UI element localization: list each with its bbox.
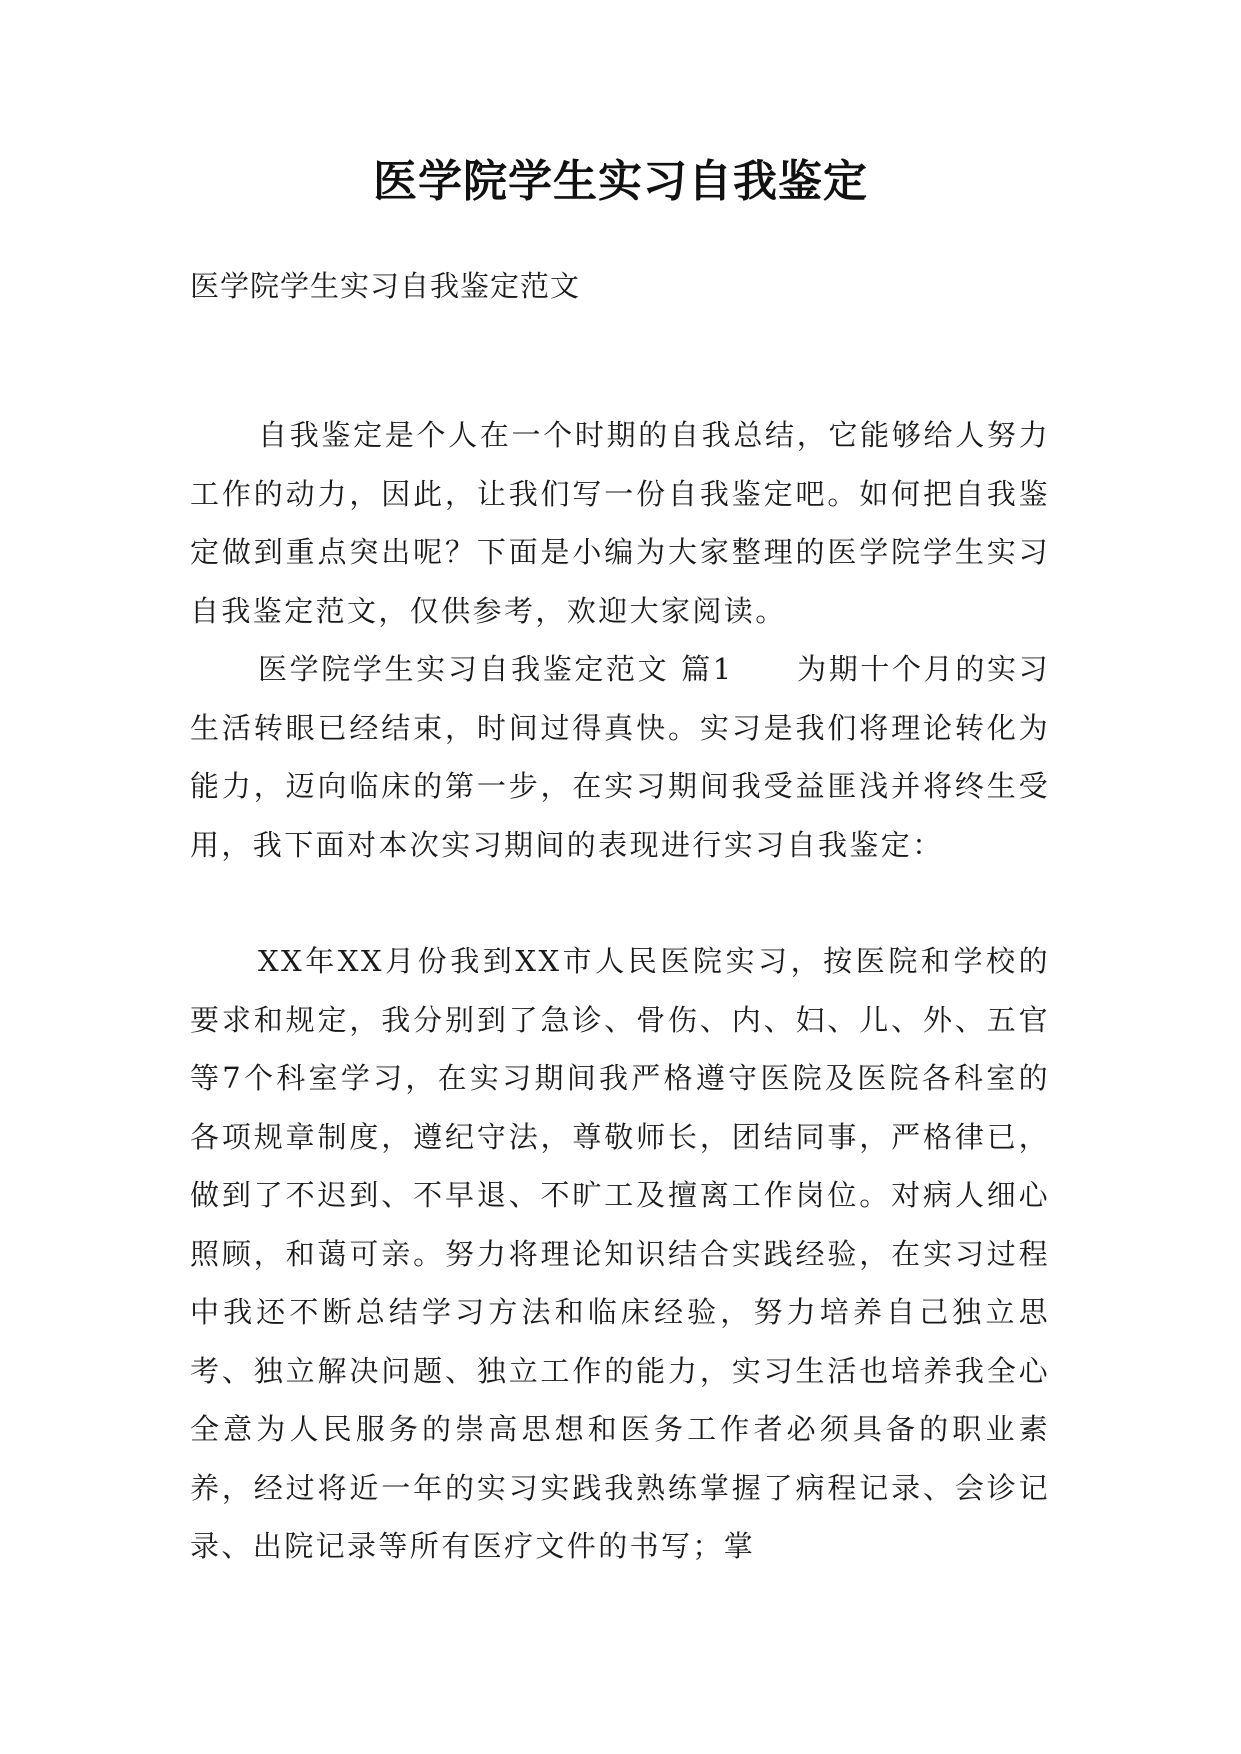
paragraph-sample-1-opening: 医学院学生实习自我鉴定范文 篇1 为期十个月的实习生活转眼已经结束，时间过得真快。实习是我们将理论转化为能力，迈向临床的第一步，在实习期间我受益匪浅并将终生受用，我下面对本次实习期间的表现进行实习自我鉴定： [190, 652, 1050, 862]
document-title: 医学院学生实习自我鉴定 [373, 156, 868, 207]
paragraph-intro: 自我鉴定是个人在一个时期的自我总结，它能够给人努力工作的动力，因此，让我们写一份自我鉴定吧。如何把自我鉴定做到重点突出呢？下面是小编为大家整理的医学院学生实习自我鉴定范文，仅供参考，欢迎大家阅读。 [190, 418, 1050, 628]
paragraph-internship-details: XX年XX月份我到XX市人民医院实习，按医院和学校的要求和规定，我分别到了急诊、骨伤、内、妇、儿、外、五官等7个科室学习，在实习期间我严格遵守医院及医院各科室的各项规章制度，遵纪守法，尊敬师长，团结同事，严格律已，做到了不迟到、不早退、不旷工及擅离工作岗位。对病人细心照顾，和蔼可亲。努力将理论知识结合实践经验，在实习过程中我还不断总结学习方法和临床经验，努力培养自己独立思考、独立解决问题、独立工作的能力，实习生活也培养我全心全意为人民服务的崇高思想和医务工作者必须具备的职业素养，经过将近一年的实习实践我熟练掌握了病程记录、会诊记录、出院记录等所有医疗文件的书写；掌 [190, 944, 1050, 1563]
document-subtitle: 医学院学生实习自我鉴定范文 [190, 269, 581, 303]
